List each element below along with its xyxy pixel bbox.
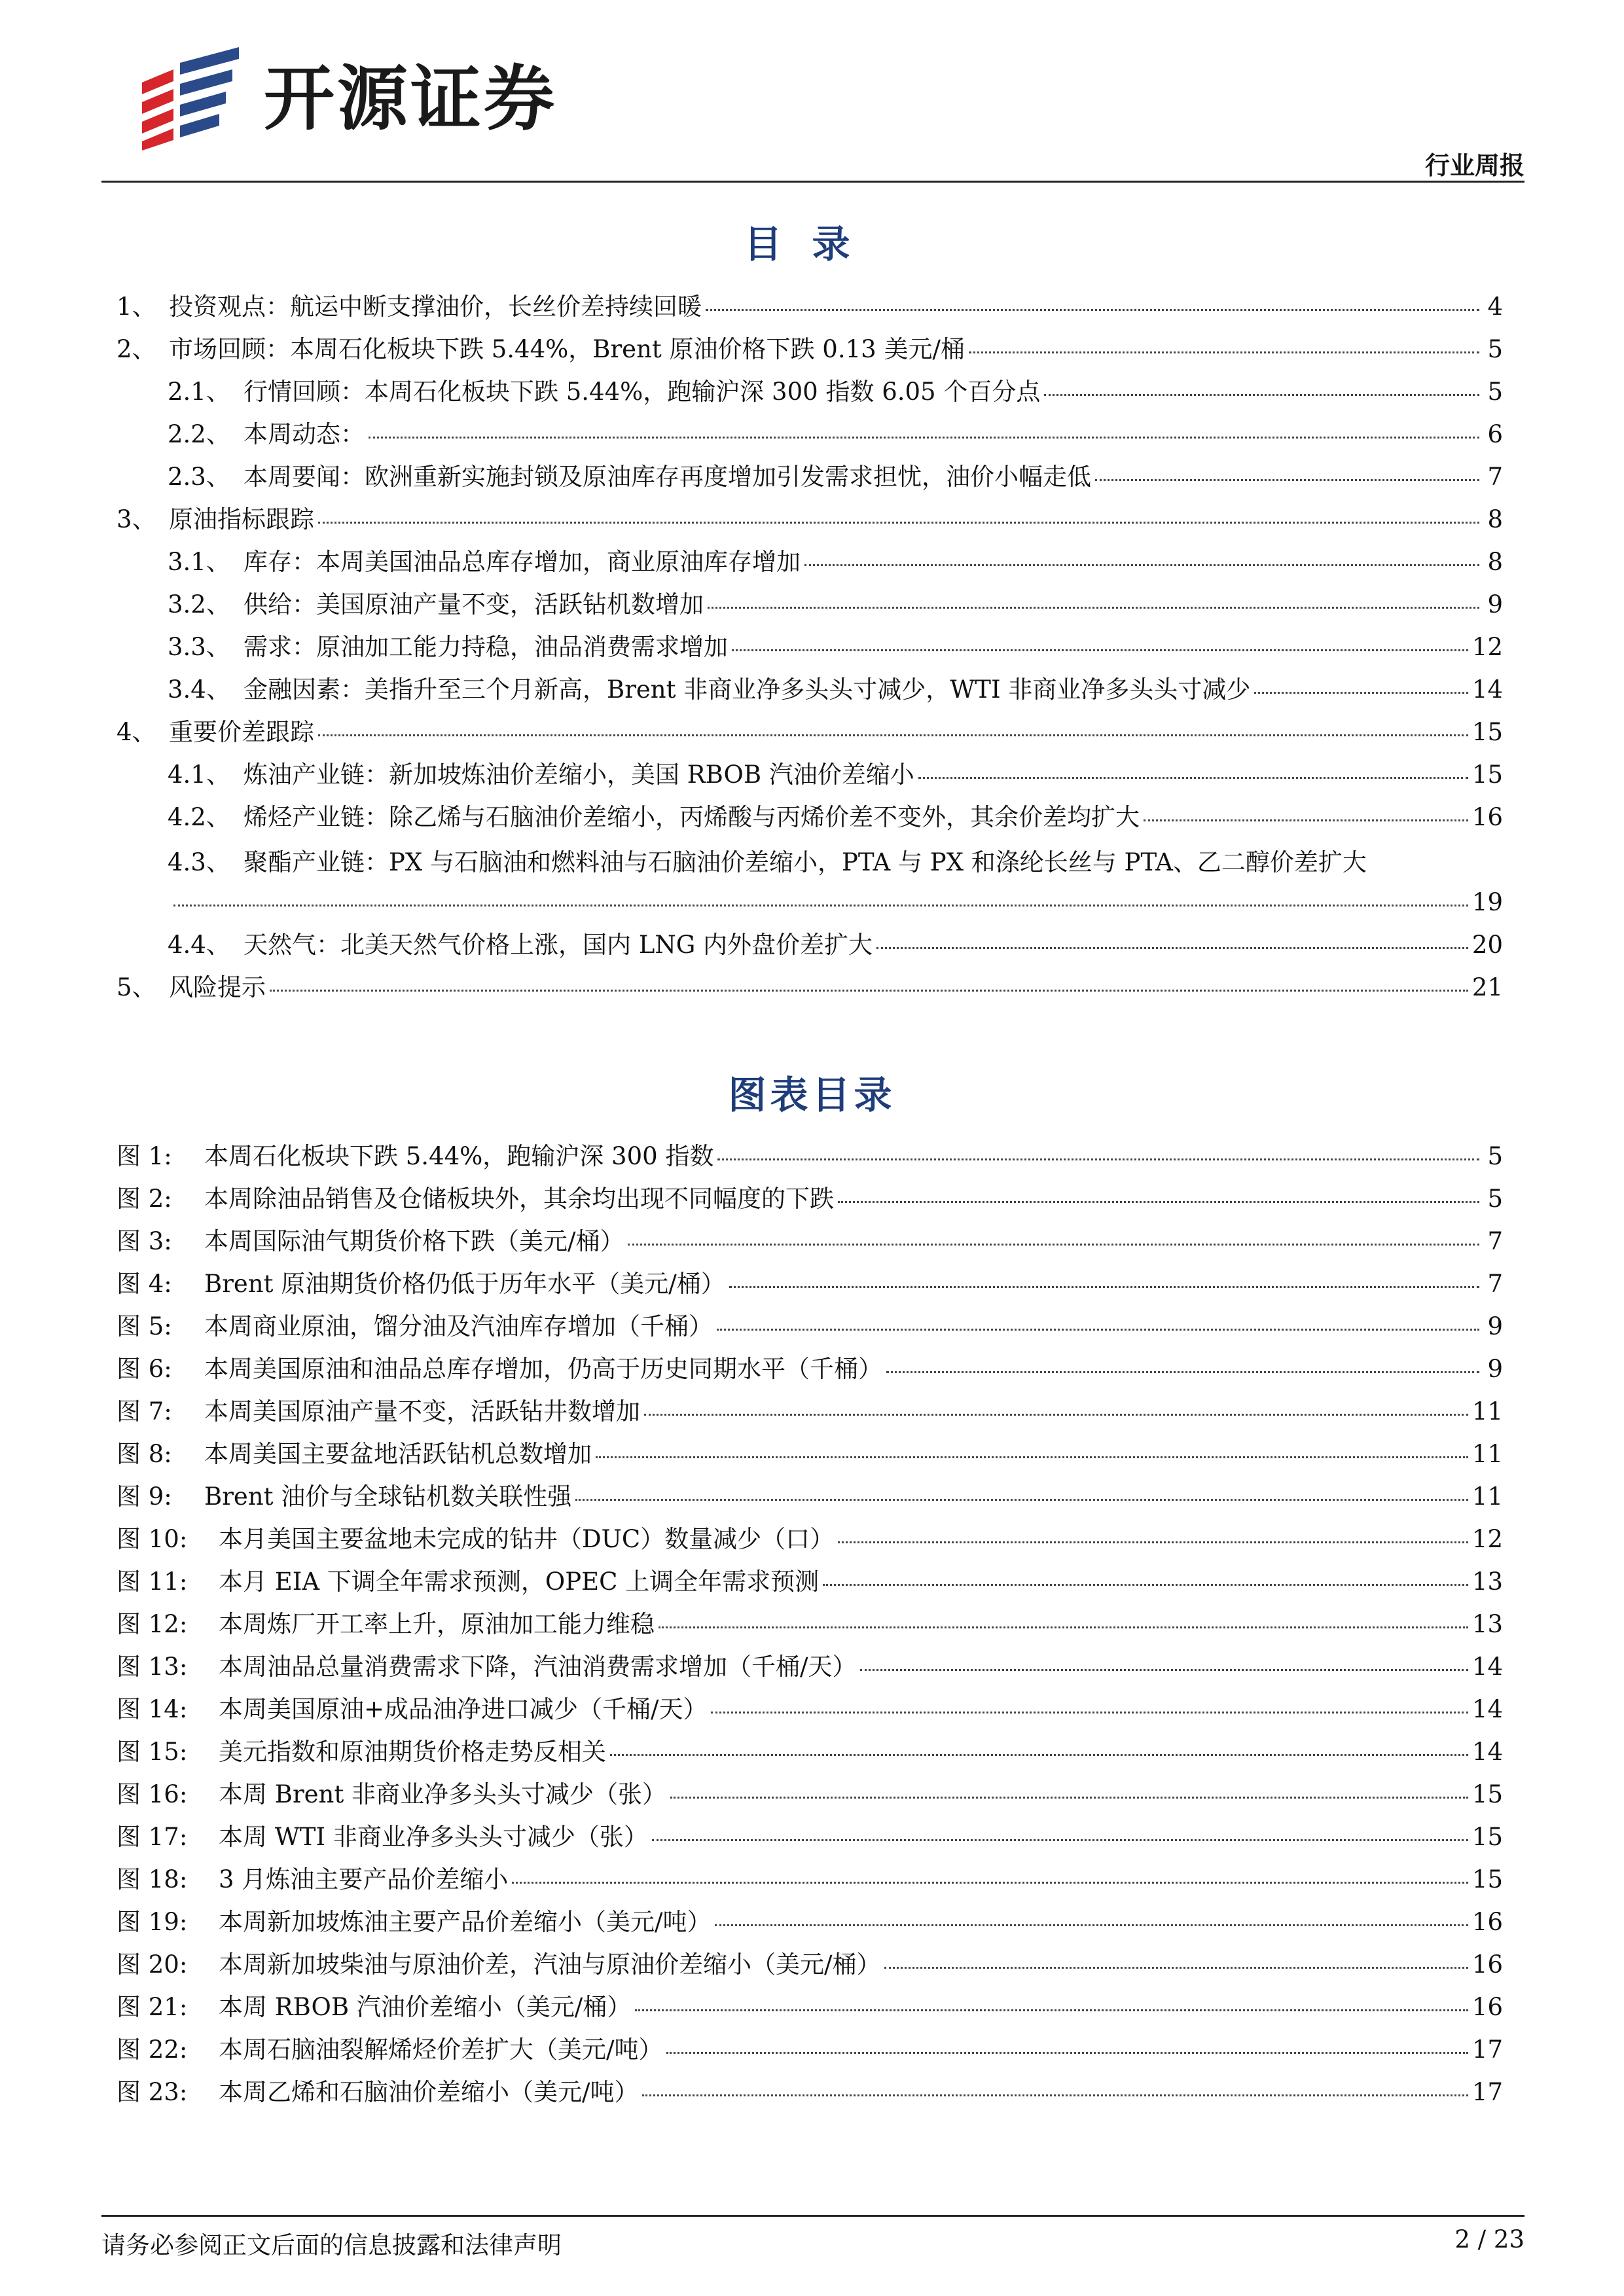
- toc-entry[interactable]: [117, 711, 1503, 753]
- toc-entry-page: 6: [1487, 420, 1503, 448]
- toc-entry-number: 3.3、: [168, 633, 230, 661]
- toc-entry-number: 4.4、: [168, 931, 230, 959]
- figure-entry-number: 图 20:: [117, 1950, 188, 1979]
- dot-leader: [715, 1924, 1468, 1926]
- figure-entry-text: 本周新加坡柴油与原油价差，汽油与原油价差缩小（美元/桶）: [219, 1950, 881, 1979]
- figure-entry-page: 17: [1471, 2078, 1503, 2106]
- toc-entry-page: 14: [1471, 675, 1503, 704]
- dot-leader: [717, 1329, 1479, 1331]
- dot-leader: [838, 1541, 1468, 1543]
- figure-entry-page: 11: [1471, 1440, 1503, 1468]
- toc-entry-text: 本周要闻：欧洲重新实施封锁及原油库存再度增加引发需求担忧，油价小幅走低: [244, 463, 1091, 491]
- figure-entry-page: 11: [1471, 1397, 1503, 1426]
- figure-entry-page: 15: [1471, 1865, 1503, 1893]
- dot-leader: [729, 1286, 1479, 1288]
- toc-entry-text: 天然气：北美天然气价格上涨，国内 LNG 内外盘价差扩大: [244, 931, 873, 959]
- dot-leader: [876, 947, 1468, 949]
- figure-entry-text: 本月 EIA 下调全年需求预测，OPEC 上调全年需求预测: [219, 1568, 820, 1596]
- figure-entry[interactable]: [117, 1475, 1503, 1518]
- figure-entry-text: 美元指数和原油期货价格走势反相关: [219, 1738, 606, 1766]
- toc-entry-page: 4: [1487, 293, 1503, 321]
- figure-list: [117, 1135, 1503, 2113]
- dot-leader: [512, 1882, 1468, 1884]
- figure-entry-number: 图 17:: [117, 1823, 188, 1851]
- toc-entry-text: 原油指标跟踪: [169, 505, 314, 533]
- toc-entry[interactable]: [117, 456, 1503, 498]
- figure-entry[interactable]: [117, 1177, 1503, 1220]
- toc-entry-number: 2.3、: [168, 463, 230, 491]
- figure-entry-text: 本周乙烯和石脑油价差缩小（美元/吨）: [219, 2078, 639, 2106]
- toc-entry-page: 8: [1487, 548, 1503, 576]
- toc-entry[interactable]: [117, 285, 1503, 328]
- toc-entry[interactable]: [117, 328, 1503, 370]
- dot-leader: [635, 2009, 1468, 2011]
- figure-entry-page: 15: [1471, 1780, 1503, 1808]
- figure-entry-number: 图 16:: [117, 1780, 188, 1808]
- figure-entry[interactable]: [117, 1816, 1503, 1858]
- dot-leader: [575, 1499, 1468, 1501]
- toc-entry-number: 1、: [117, 293, 156, 321]
- toc-entry-page: 15: [1471, 761, 1503, 789]
- figure-entry-number: 图 5:: [117, 1312, 172, 1340]
- figure-entry-number: 图 13:: [117, 1653, 188, 1681]
- toc-entry-page: 15: [1471, 718, 1503, 746]
- figure-entry-number: 图 14:: [117, 1695, 188, 1723]
- figure-entry-text: 本周炼厂开工率上升，原油加工能力维稳: [219, 1610, 655, 1638]
- dot-leader: [717, 1158, 1479, 1160]
- dot-leader: [1044, 394, 1479, 396]
- figure-entry[interactable]: [117, 1348, 1503, 1390]
- figure-entry[interactable]: [117, 1986, 1503, 2028]
- figure-entry-page: 14: [1471, 1695, 1503, 1723]
- figure-entry-page: 16: [1471, 1908, 1503, 1936]
- toc-entry[interactable]: [117, 626, 1503, 668]
- figure-entry-number: 图 19:: [117, 1908, 188, 1936]
- toc-entry-number: 3、: [117, 505, 156, 533]
- toc-entry-continuation[interactable]: [117, 881, 1503, 924]
- dot-leader: [969, 351, 1479, 353]
- toc-entry[interactable]: [117, 838, 1503, 881]
- brand-name: 开源证券: [264, 58, 558, 140]
- toc-entry-number: 3.4、: [168, 675, 230, 704]
- brand-logo: [134, 47, 557, 152]
- figure-entry-number: 图 3:: [117, 1227, 172, 1255]
- figure-entry-text: 3 月炼油主要产品价差缩小: [219, 1865, 509, 1893]
- dot-leader: [644, 1414, 1468, 1416]
- figure-entry-page: 12: [1471, 1525, 1503, 1553]
- toc-entry-text: 投资观点：航运中断支撑油价，长丝价差持续回暖: [169, 293, 702, 321]
- figure-entry-number: 图 9:: [117, 1482, 172, 1511]
- toc-entry[interactable]: [117, 966, 1503, 1009]
- dot-leader: [318, 734, 1468, 736]
- table-of-contents: [117, 285, 1503, 1009]
- figure-entry-text: 本周 RBOB 汽油价差缩小（美元/桶）: [219, 1993, 632, 2021]
- figure-entry-text: 本周 Brent 非商业净多头头寸减少（张）: [219, 1780, 666, 1808]
- toc-entry[interactable]: [117, 413, 1503, 456]
- figure-entry-number: 图 11:: [117, 1568, 188, 1596]
- dot-leader: [369, 437, 1479, 439]
- kaiyuan-logo-icon: [134, 47, 245, 152]
- toc-entry-text: 需求：原油加工能力持稳，油品消费需求增加: [244, 633, 728, 661]
- figure-entry-page: 9: [1487, 1355, 1503, 1383]
- figure-entry-page: 15: [1471, 1823, 1503, 1851]
- dot-leader: [1095, 479, 1479, 481]
- figure-entry-number: 图 4:: [117, 1270, 172, 1298]
- page-number: 2 / 23: [1454, 2225, 1525, 2253]
- dot-leader: [1254, 692, 1468, 694]
- figure-entry-number: 图 15:: [117, 1738, 188, 1766]
- toc-entry-text: 行情回顾：本周石化板块下跌 5.44%，跑输沪深 300 指数 6.05 个百分点: [244, 378, 1041, 406]
- dot-leader: [652, 1839, 1468, 1841]
- toc-entry-text: 市场回顾：本周石化板块下跌 5.44%，Brent 原油价格下跌 0.13 美元/桶: [169, 335, 965, 363]
- toc-entry[interactable]: [117, 498, 1503, 541]
- figure-entry-text: 本周美国原油和油品总库存增加，仍高于历史同期水平（千桶）: [204, 1355, 882, 1383]
- figure-entry-text: 本周美国原油+成品油净进口减少（千桶/天）: [219, 1695, 708, 1723]
- figure-entry-page: 13: [1471, 1568, 1503, 1596]
- figure-entry-page: 14: [1471, 1653, 1503, 1681]
- toc-entry-page: 7: [1487, 463, 1503, 491]
- figure-entry-text: Brent 油价与全球钻机数关联性强: [204, 1482, 572, 1511]
- toc-entry-text: 金融因素：美指升至三个月新高，Brent 非商业净多头头寸减少，WTI 非商业净多头头寸减少: [244, 675, 1251, 704]
- figure-entry-page: 5: [1487, 1142, 1503, 1170]
- figure-entry-text: 本月美国主要盆地未完成的钻井（DUC）数量减少（口）: [219, 1525, 835, 1553]
- toc-entry-number: 3.2、: [168, 590, 230, 619]
- legal-disclaimer: 请务必参阅正文后面的信息披露和法律声明: [101, 2231, 562, 2259]
- header-divider: [101, 181, 1525, 183]
- toc-entry-page: 5: [1487, 335, 1503, 363]
- toc-entry-page: 16: [1471, 803, 1503, 831]
- toc-entry-number: 5、: [117, 973, 156, 1001]
- figure-entry[interactable]: [117, 1263, 1503, 1305]
- figure-entry[interactable]: [117, 1773, 1503, 1816]
- toc-entry[interactable]: [117, 753, 1503, 796]
- figure-entry[interactable]: [117, 1135, 1503, 1177]
- toc-entry-text: 炼油产业链：新加坡炼油价差缩小，美国 RBOB 汽油价差缩小: [244, 761, 914, 789]
- figure-entry-text: 本周新加坡炼油主要产品价差缩小（美元/吨）: [219, 1908, 712, 1936]
- toc-entry[interactable]: [117, 668, 1503, 711]
- figure-entry-page: 16: [1471, 1993, 1503, 2021]
- toc-entry-number: 2.2、: [168, 420, 230, 448]
- figure-entry[interactable]: [117, 1305, 1503, 1348]
- toc-entry-page: 21: [1471, 973, 1503, 1001]
- figure-entry[interactable]: [117, 1943, 1503, 1986]
- dot-leader: [270, 990, 1468, 992]
- figure-entry-page: 14: [1471, 1738, 1503, 1766]
- dot-leader: [670, 1797, 1468, 1799]
- figure-entry-page: 13: [1471, 1610, 1503, 1638]
- footer-divider: [101, 2215, 1525, 2217]
- figure-entry-text: 本周商业原油，馏分油及汽油库存增加（千桶）: [204, 1312, 713, 1340]
- figure-entry[interactable]: [117, 2071, 1503, 2113]
- dot-leader: [711, 1712, 1468, 1713]
- toc-entry-page: 8: [1487, 505, 1503, 533]
- figure-entry[interactable]: [117, 1220, 1503, 1263]
- figure-entry-text: 本周国际油气期货价格下跌（美元/桶）: [204, 1227, 624, 1255]
- figure-entry[interactable]: [117, 1645, 1503, 1688]
- figure-entry-number: 图 6:: [117, 1355, 172, 1383]
- toc-entry-number: 4、: [117, 718, 156, 746]
- toc-entry-text: 本周动态：: [244, 420, 365, 448]
- figure-entry[interactable]: [117, 1390, 1503, 1433]
- figure-entry-page: 7: [1487, 1270, 1503, 1298]
- figure-entry-page: 9: [1487, 1312, 1503, 1340]
- dot-leader: [804, 564, 1479, 566]
- toc-entry-page: 20: [1471, 931, 1503, 959]
- toc-entry[interactable]: [117, 541, 1503, 583]
- figure-entry-text: 本周石化板块下跌 5.44%，跑输沪深 300 指数: [204, 1142, 714, 1170]
- figure-entry-text: 本周除油品销售及仓储板块外，其余均出现不同幅度的下跌: [204, 1185, 834, 1213]
- dot-leader: [596, 1456, 1468, 1458]
- dot-leader: [823, 1584, 1468, 1586]
- toc-entry-text: 烯烃产业链：除乙烯与石脑油价差缩小，丙烯酸与丙烯价差不变外，其余价差均扩大: [244, 803, 1140, 831]
- figure-entry-text: Brent 原油期货价格仍低于历年水平（美元/桶）: [204, 1270, 725, 1298]
- figure-entry-page: 7: [1487, 1227, 1503, 1255]
- toc-entry-text: 聚酯产业链：PX 与石脑油和燃料油与石脑油价差缩小，PTA 与 PX 和涤纶长丝与 PTA、乙二醇价差扩大: [244, 848, 1367, 876]
- toc-entry-text: 供给：美国原油产量不变，活跃钻机数增加: [244, 590, 704, 619]
- figure-entry[interactable]: [117, 1603, 1503, 1645]
- toc-entry[interactable]: [117, 370, 1503, 413]
- toc-entry[interactable]: [117, 796, 1503, 838]
- toc-entry-page: 19: [1471, 888, 1503, 916]
- dot-leader: [838, 1201, 1479, 1203]
- figure-entry-number: 图 12:: [117, 1610, 188, 1638]
- toc-entry-number: 2.1、: [168, 378, 230, 406]
- dot-leader: [642, 2094, 1468, 2096]
- figure-entry-number: 图 10:: [117, 1525, 188, 1553]
- toc-entry-number: 4.2、: [168, 803, 230, 831]
- figure-entry-number: 图 22:: [117, 2036, 188, 2064]
- toc-entry-text: 风险提示: [169, 973, 266, 1001]
- dot-leader: [1144, 819, 1468, 821]
- dot-leader: [732, 649, 1468, 651]
- dot-leader: [659, 1626, 1468, 1628]
- figure-entry-number: 图 1:: [117, 1142, 172, 1170]
- dot-leader: [918, 777, 1468, 779]
- figure-entry-text: 本周油品总量消费需求下降，汽油消费需求增加（千桶/天）: [219, 1653, 857, 1681]
- dot-leader: [318, 522, 1479, 524]
- figure-entry[interactable]: [117, 1731, 1503, 1773]
- figure-entry[interactable]: [117, 1901, 1503, 1943]
- dot-leader: [628, 1244, 1479, 1246]
- dot-leader: [860, 1669, 1468, 1671]
- dot-leader: [610, 1754, 1468, 1756]
- figure-entry[interactable]: [117, 1433, 1503, 1475]
- figure-entry-number: 图 18:: [117, 1865, 188, 1893]
- toc-entry-number: 4.1、: [168, 761, 230, 789]
- toc-title: 目录: [744, 222, 880, 266]
- figure-entry-number: 图 23:: [117, 2078, 188, 2106]
- figure-entry-page: 11: [1471, 1482, 1503, 1511]
- toc-entry-number: 4.3、: [168, 848, 230, 876]
- figure-entry-text: 本周石脑油裂解烯烃价差扩大（美元/吨）: [219, 2036, 663, 2064]
- figure-entry-text: 本周美国主要盆地活跃钻机总数增加: [204, 1440, 592, 1468]
- figure-entry-page: 5: [1487, 1185, 1503, 1213]
- dot-leader: [666, 2052, 1468, 2054]
- report-type: 行业周报: [1424, 151, 1525, 180]
- figure-entry[interactable]: [117, 2028, 1503, 2071]
- figure-entry-page: 17: [1471, 2036, 1503, 2064]
- toc-entry-page: 9: [1487, 590, 1503, 619]
- figure-entry-text: 本周美国原油产量不变，活跃钻井数增加: [204, 1397, 640, 1426]
- toc-entry-page: 5: [1487, 378, 1503, 406]
- figure-entry-number: 图 8:: [117, 1440, 172, 1468]
- dot-leader: [706, 309, 1479, 311]
- toc-entry[interactable]: [117, 924, 1503, 966]
- figure-entry-number: 图 7:: [117, 1397, 172, 1426]
- figure-list-title: 图表目录: [728, 1073, 896, 1117]
- toc-entry-text: 重要价差跟踪: [169, 718, 314, 746]
- figure-entry[interactable]: [117, 1858, 1503, 1901]
- dot-leader: [886, 1371, 1479, 1373]
- toc-entry[interactable]: [117, 583, 1503, 626]
- figure-entry[interactable]: [117, 1688, 1503, 1731]
- dot-leader: [708, 607, 1479, 609]
- dot-leader: [173, 905, 1468, 906]
- figure-entry[interactable]: [117, 1560, 1503, 1603]
- figure-entry[interactable]: [117, 1518, 1503, 1560]
- figure-entry-text: 本周 WTI 非商业净多头头寸减少（张）: [219, 1823, 648, 1851]
- figure-entry-page: 16: [1471, 1950, 1503, 1979]
- figure-entry-number: 图 2:: [117, 1185, 172, 1213]
- toc-entry-page: 12: [1471, 633, 1503, 661]
- figure-entry-number: 图 21:: [117, 1993, 188, 2021]
- toc-entry-number: 2、: [117, 335, 156, 363]
- toc-entry-number: 3.1、: [168, 548, 230, 576]
- dot-leader: [884, 1967, 1468, 1969]
- toc-entry-text: 库存：本周美国油品总库存增加，商业原油库存增加: [244, 548, 801, 576]
